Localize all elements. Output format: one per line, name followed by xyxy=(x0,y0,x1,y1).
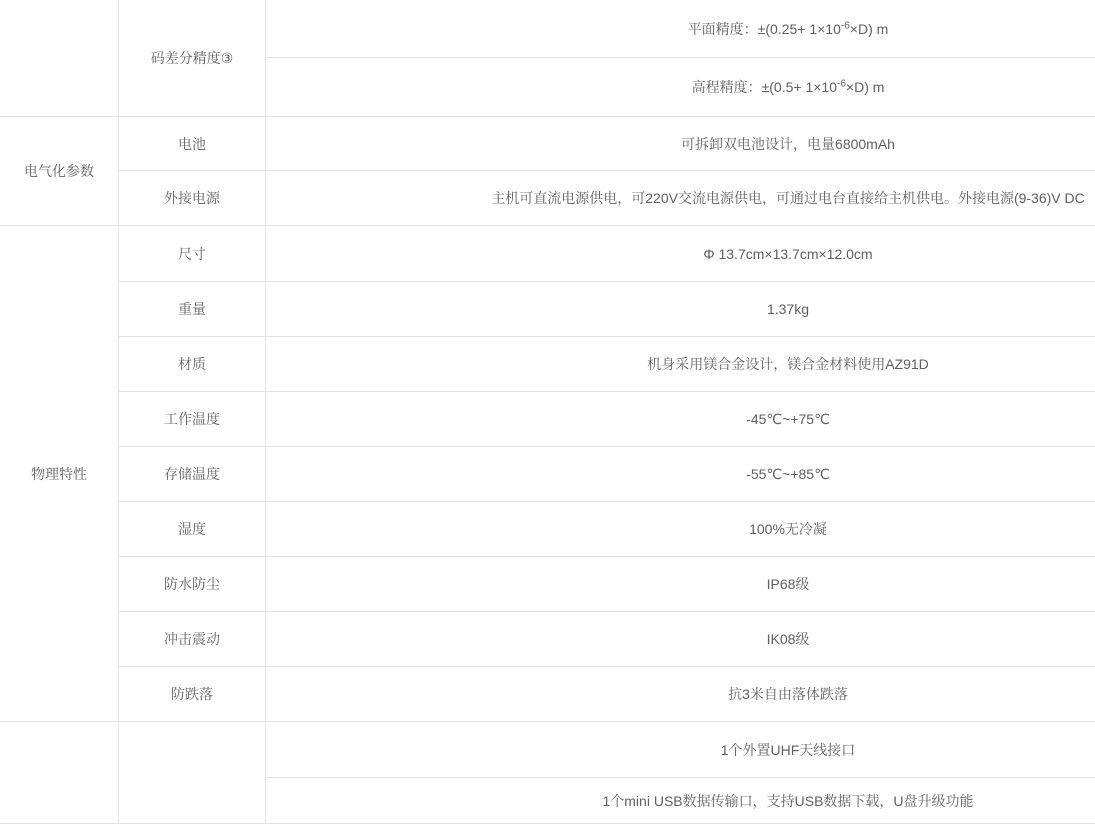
value-text: 高程精度：$\pm(0.5+ 1\times 10^{-6}\times D)$ m xyxy=(691,78,885,95)
value-cell xyxy=(266,667,1095,721)
table-row-waterproof-dustproof xyxy=(119,556,1095,611)
param-cell xyxy=(119,171,266,225)
value-text: 1.37kg xyxy=(766,301,810,317)
param-cell xyxy=(119,392,266,446)
table-row-external-power xyxy=(119,170,1095,225)
section-physical-properties xyxy=(0,225,1095,721)
value-text: IK08级 xyxy=(766,631,810,647)
table-row-shock-vibration xyxy=(119,611,1095,666)
param-label: 码差分精度③ xyxy=(150,50,234,66)
table-row-dimensions xyxy=(119,226,1095,281)
value-cell-plane-precision xyxy=(266,0,1095,57)
value-cell xyxy=(266,282,1095,336)
superscript-exponent: -6 xyxy=(837,78,846,90)
param-label: 材质 xyxy=(178,356,206,372)
value-column xyxy=(266,722,1095,823)
category-cell xyxy=(0,0,119,116)
param-label: 电池 xyxy=(178,135,206,152)
param-cell xyxy=(119,226,266,281)
value-text: -45℃~+75℃ xyxy=(746,410,830,427)
param-cell xyxy=(119,667,266,721)
value-cell-uhf-antenna xyxy=(266,722,1095,777)
param-cell xyxy=(119,117,266,170)
value-cell xyxy=(266,557,1095,611)
param-label: 防跌落 xyxy=(171,686,213,702)
category-cell xyxy=(0,117,119,225)
value-cell xyxy=(266,226,1095,281)
category-label: 物理特性 xyxy=(31,465,87,482)
table-row-weight xyxy=(119,281,1095,336)
value-text: 平面精度：$\pm(0.25+ 1\times 10^{-6}\times D)$ m xyxy=(687,19,889,37)
table-row-material xyxy=(119,336,1095,391)
section-rows xyxy=(119,117,1095,225)
param-label: 重量 xyxy=(178,301,206,317)
value-text: 机身采用镁合金设计，镁合金材料使用AZ91D xyxy=(647,356,929,372)
value-cell xyxy=(266,337,1095,391)
table-row-battery xyxy=(119,117,1095,170)
param-cell xyxy=(119,722,266,823)
value-cell xyxy=(266,502,1095,556)
param-label: 防水防尘 xyxy=(164,576,220,592)
param-label: 工作温度 xyxy=(164,411,220,427)
value-cell-usb-port xyxy=(266,777,1095,823)
param-cell xyxy=(119,502,266,556)
value-cell xyxy=(266,171,1095,225)
category-label: 电气化参数 xyxy=(24,163,94,179)
table-row-operating-temp xyxy=(119,391,1095,446)
param-cell xyxy=(119,337,266,391)
category-cell xyxy=(0,226,119,721)
value-text: 抗3米自由落体跌落 xyxy=(728,686,848,702)
category-cell xyxy=(0,722,119,823)
section-electrical-params xyxy=(0,116,1095,225)
param-label: 存储温度 xyxy=(164,466,220,482)
value-cell xyxy=(266,612,1095,666)
section-code-diff-precision xyxy=(0,0,1095,116)
section-rows xyxy=(119,226,1095,721)
param-cell xyxy=(119,557,266,611)
param-cell xyxy=(119,447,266,501)
param-cell xyxy=(119,612,266,666)
value-cell xyxy=(266,447,1095,501)
value-text: IP68级 xyxy=(766,576,810,592)
param-cell xyxy=(119,0,266,116)
value-text: -55℃~+85℃ xyxy=(746,465,830,482)
section-interfaces xyxy=(0,721,1095,824)
table-row-humidity xyxy=(119,501,1095,556)
param-label: 外接电源 xyxy=(164,190,220,206)
param-label: 冲击震动 xyxy=(164,631,220,647)
table-row-drop-resistance xyxy=(119,666,1095,721)
value-text: 100%无冷凝 xyxy=(749,521,827,537)
value-cell xyxy=(266,117,1095,170)
table-row-storage-temp xyxy=(119,446,1095,501)
value-column xyxy=(266,0,1095,116)
value-text: 可拆卸双电池设计，电量6800mAh xyxy=(681,135,895,152)
param-cell xyxy=(119,282,266,336)
value-text: Φ 13.7cm×13.7cm×12.0cm xyxy=(703,245,873,262)
value-text: 1个mini USB数据传输口，支持USB数据下载，U盘升级功能 xyxy=(602,792,974,809)
value-cell xyxy=(266,392,1095,446)
value-text: 1个外置UHF天线接口 xyxy=(720,741,856,758)
param-label: 湿度 xyxy=(178,521,206,537)
param-label: 尺寸 xyxy=(178,245,206,262)
value-cell-height-precision xyxy=(266,57,1095,116)
superscript-exponent: -6 xyxy=(840,19,850,31)
value-text: 主机可直流电源供电，可220V交流电源供电，可通过电台直接给主机供电。外接电源(9-36)V DC xyxy=(491,190,1085,206)
